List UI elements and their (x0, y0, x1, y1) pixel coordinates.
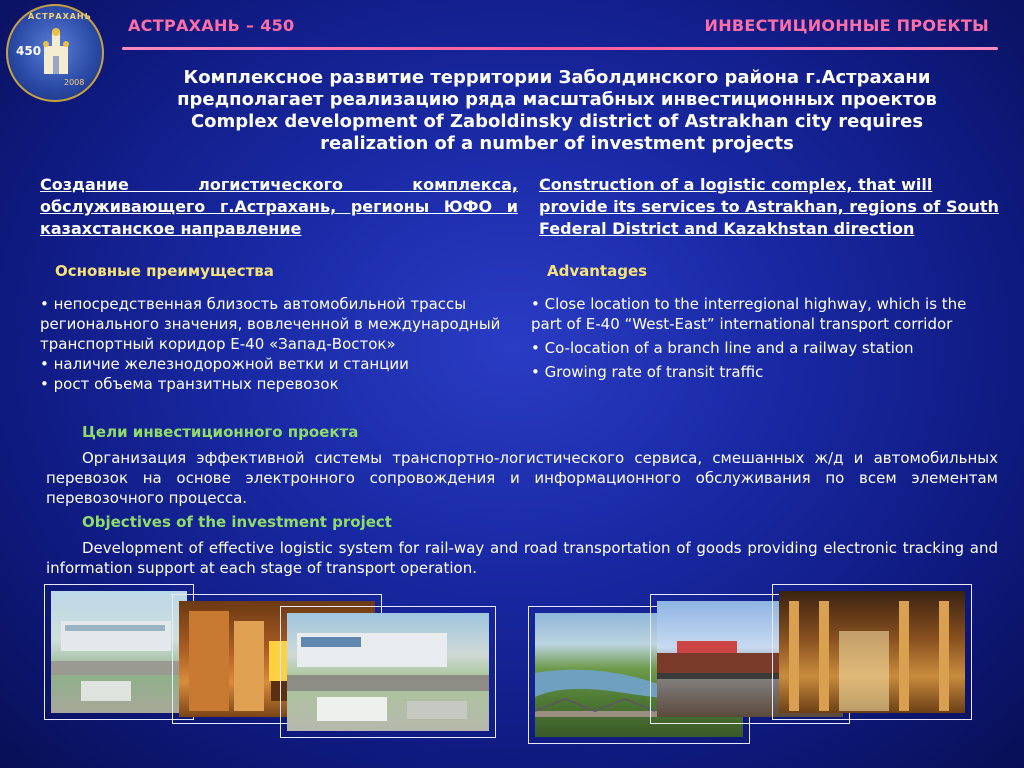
list-item: • наличие железнодорожной ветки и станции (40, 355, 409, 373)
city-emblem-logo (6, 4, 104, 102)
advantages-list-ru (40, 294, 518, 394)
list-item: • Close location to the interregional highway, which is the part of E-40 “West-East” international transport corridor (531, 295, 967, 333)
advantages-label-en: Advantages (547, 262, 648, 280)
objectives-label-en: Objectives of the investment project (82, 513, 392, 531)
photo-warehouse-interior (772, 584, 972, 720)
header-divider (122, 47, 998, 50)
list-item: • Co-location of a branch line and a railway station (531, 339, 914, 357)
logo-arc-text: АСТРАХАНЬ (28, 12, 92, 21)
title-ru-line-1: Комплексное развитие территории Заболдинского района г.Астрахани (183, 67, 931, 88)
kremlin-icon (36, 26, 76, 76)
photo-logistics-center-render (280, 606, 496, 738)
project-heading-ru: Создание логистического комплекса, обслуживающего г.Астрахань, регионы ЮФО и казахстанское направление (40, 175, 518, 238)
header-section-title: ИНВЕСТИЦИОННЫЕ ПРОЕКТЫ (704, 16, 989, 35)
title-ru-line-2: предполагает реализацию ряда масштабных инвестиционных проектов (177, 89, 937, 110)
objectives-text-en: Development of effective logistic system for rail-way and road transportation of goods providing electronic tracking and information support at each stage of transport operation. (46, 539, 998, 577)
logo-number: 450 (16, 44, 42, 58)
logo-year: 2008 (64, 78, 85, 87)
advantages-list-en (531, 294, 1001, 382)
list-item: • рост объема транзитных перевозок (40, 375, 339, 393)
objectives-label-ru: Цели инвестиционного проекта (82, 423, 359, 441)
advantages-label-ru: Основные преимущества (55, 262, 274, 280)
header-city-title: АСТРАХАНЬ – 450 (128, 16, 295, 35)
title-en-line-1: Complex development of Zaboldinsky district of Astrakhan city requires (190, 111, 924, 132)
list-item: • непосредственная близость автомобильной трассы регионального значения, вовлеченной в международный транспортный коридор Е-40 «Запад-Восток» (40, 295, 501, 353)
list-item: • Growing rate of transit traffic (531, 363, 764, 381)
title-en-line-2: realization of a number of investment projects (320, 133, 794, 154)
project-heading-en: Construction of a logistic complex, that will provide its services to Astrakhan, regions of South Federal District and Kazakhstan direction (539, 175, 999, 238)
objectives-text-ru: Организация эффективной системы транспортно-логистического сервиса, смешанных ж/д и автомобильных перевозок на основе электронного сопровождения и информационного обслуживания по всем элементам перевозочного процесса. (46, 449, 998, 507)
slide-title (110, 67, 1004, 155)
